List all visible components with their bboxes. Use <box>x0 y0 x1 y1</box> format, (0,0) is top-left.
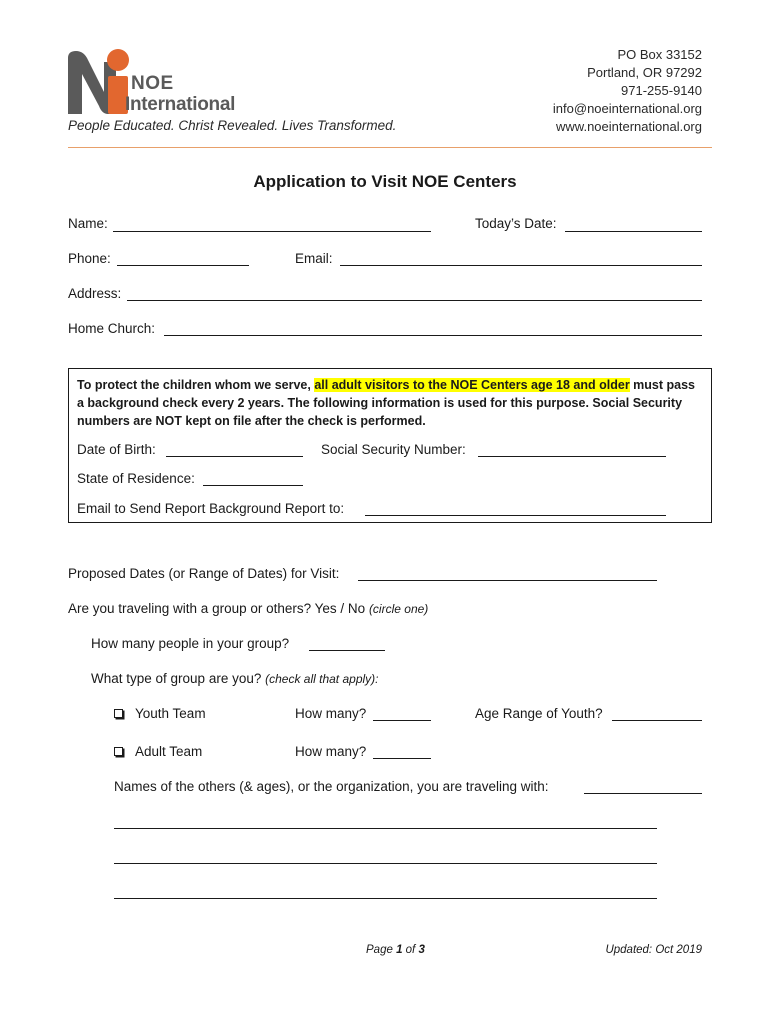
phone-label: Phone: <box>68 251 111 266</box>
adult-team-checkbox[interactable] <box>114 747 123 756</box>
contact-phone: 971-255-9140 <box>621 83 702 98</box>
ssn-label: Social Security Number: <box>321 442 466 457</box>
contact-block <box>553 46 702 136</box>
phone-field[interactable] <box>117 265 249 266</box>
names-others-field-1[interactable] <box>584 793 702 794</box>
name-field[interactable] <box>113 231 431 232</box>
address-label: Address: <box>68 286 122 301</box>
group-type-text: What type of group are you? <box>91 671 266 686</box>
name-label: Name: <box>68 216 108 231</box>
dob-field[interactable] <box>166 456 303 457</box>
address-field[interactable] <box>127 300 702 301</box>
adult-team-label: Adult Team <box>135 744 203 759</box>
group-type-label <box>91 671 379 686</box>
background-check-notice <box>77 376 697 430</box>
dob-label: Date of Birth: <box>77 442 156 457</box>
page-current: 1 <box>396 944 403 956</box>
names-others-field-2[interactable] <box>114 828 657 829</box>
notice-text-after: must pass a background check every 2 years. The following information is used for this purpose. Social Security numbers are NOT kept on file after the check is performed. <box>77 378 695 428</box>
page-number <box>366 944 425 956</box>
adult-team-option[interactable] <box>114 744 202 759</box>
updated-date: Updated: Oct 2019 <box>605 944 702 956</box>
todays-date-label: Today’s Date: <box>475 216 557 231</box>
youth-team-label: Youth Team <box>135 706 206 721</box>
form-title: Application to Visit NOE Centers <box>253 172 517 191</box>
contact-website[interactable]: www.noeinternational.org <box>556 119 702 134</box>
group-question <box>68 601 428 616</box>
how-many-group-label: How many people in your group? <box>91 636 290 651</box>
logo-text-noe: NOE <box>131 73 174 94</box>
names-others-field-4[interactable] <box>114 898 657 899</box>
logo-text-international: International <box>125 94 236 115</box>
adult-how-many-field[interactable] <box>373 758 431 759</box>
age-range-label: Age Range of Youth? <box>475 706 603 721</box>
email-report-label: Email to Send Report Background Report to: <box>77 501 345 516</box>
youth-team-option[interactable] <box>114 706 206 721</box>
home-church-label: Home Church: <box>68 321 156 336</box>
names-others-field-3[interactable] <box>114 863 657 864</box>
state-residence-field[interactable] <box>203 485 303 486</box>
page-total: 3 <box>418 944 425 956</box>
home-church-field[interactable] <box>164 335 702 336</box>
tagline: People Educated. Christ Revealed. Lives Transformed. <box>68 118 397 133</box>
page-mid: of <box>402 944 419 956</box>
todays-date-field[interactable] <box>565 231 702 232</box>
proposed-dates-label: Proposed Dates (or Range of Dates) for Visit: <box>68 566 340 581</box>
ssn-field[interactable] <box>478 456 666 457</box>
contact-address2: Portland, OR 97292 <box>587 65 702 80</box>
header-divider <box>68 147 712 148</box>
how-many-group-field[interactable] <box>309 650 385 651</box>
state-residence-label: State of Residence: <box>77 471 195 486</box>
email-report-field[interactable] <box>365 515 666 516</box>
notice-text-before: To protect the children whom we serve, <box>77 378 315 392</box>
page-prefix: Page <box>366 944 397 956</box>
group-question-text: Are you traveling with a group or others? Yes / No <box>68 601 369 616</box>
names-others-label: Names of the others (& ages), or the organization, you are traveling with: <box>114 779 549 794</box>
proposed-dates-field[interactable] <box>358 580 657 581</box>
email-field[interactable] <box>340 265 702 266</box>
email-label: Email: <box>295 251 333 266</box>
group-type-note: (check all that apply): <box>265 672 379 686</box>
age-range-field[interactable] <box>612 720 702 721</box>
adult-how-many-label: How many? <box>295 744 367 759</box>
contact-email[interactable]: info@noeinternational.org <box>552 101 702 116</box>
youth-how-many-label: How many? <box>295 706 367 721</box>
youth-how-many-field[interactable] <box>373 720 431 721</box>
group-question-note: (circle one) <box>368 602 429 616</box>
youth-team-checkbox[interactable] <box>114 709 123 718</box>
notice-highlight: all adult visitors to the NOE Centers age 18 and older <box>314 378 630 392</box>
contact-address1: PO Box 33152 <box>617 47 702 62</box>
